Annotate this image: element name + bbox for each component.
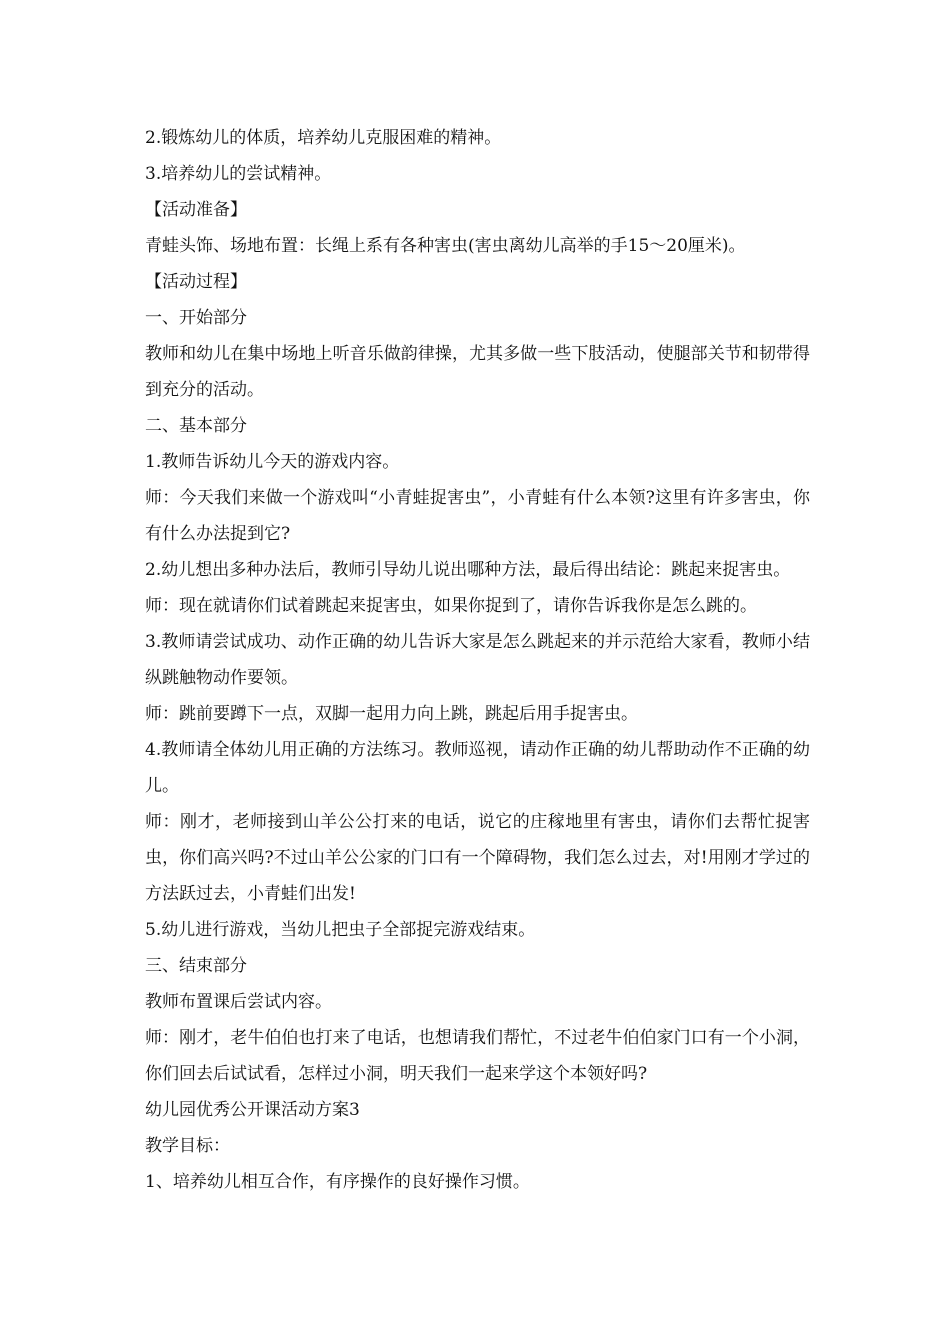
basic-step-1: 1.教师告诉幼儿今天的游戏内容。 bbox=[145, 452, 400, 472]
ending-paragraph: 教师布置课后尝试内容。 bbox=[145, 992, 332, 1012]
basic-step-2: 2.幼儿想出多种办法后，教师引导幼儿说出哪种方法，最后得出结论：跳起来捉害虫。 bbox=[145, 560, 791, 580]
preparation-paragraph: 青蛙头饰、场地布置：长绳上系有各种害虫(害虫离幼儿高举的手15～20厘米)。 bbox=[145, 236, 746, 256]
document-body bbox=[145, 120, 810, 1200]
section-heading-preparation: 【活动准备】 bbox=[145, 200, 247, 220]
teacher-dialogue-5: 师：刚才，老牛伯伯也打来了电话，也想请我们帮忙，不过老牛伯伯家门口有一个小洞，你们回去后试试看，怎样过小洞，明天我们一起来学这个本领好吗? bbox=[145, 1028, 810, 1084]
teacher-dialogue-2: 师：现在就请你们试着跳起来捉害虫，如果你捉到了，请你告诉我你是怎么跳的。 bbox=[145, 596, 757, 616]
section-heading-process: 【活动过程】 bbox=[145, 272, 247, 292]
subheading-basic: 二、基本部分 bbox=[145, 416, 247, 436]
teaching-goals-heading: 教学目标： bbox=[145, 1136, 230, 1156]
subheading-ending: 三、结束部分 bbox=[145, 956, 247, 976]
basic-step-3: 3.教师请尝试成功、动作正确的幼儿告诉大家是怎么跳起来的并示范给大家看，教师小结纵跳触物动作要领。 bbox=[145, 632, 810, 688]
teacher-dialogue-4: 师：刚才，老师接到山羊公公打来的电话，说它的庄稼地里有害虫，请你们去帮忙捉害虫，你们高兴吗?不过山羊公公家的门口有一个障碍物，我们怎么过去，对!用刚才学过的方法跃过去，小青蛙们出发! bbox=[145, 812, 810, 904]
goal-paragraph-3: 3.培养幼儿的尝试精神。 bbox=[145, 164, 332, 184]
basic-step-5: 5.幼儿进行游戏，当幼儿把虫子全部捉完游戏结束。 bbox=[145, 920, 536, 940]
opening-paragraph: 教师和幼儿在集中场地上听音乐做韵律操，尤其多做一些下肢活动，使腿部关节和韧带得到充分的活动。 bbox=[145, 344, 810, 400]
teaching-goal-1: 1、培养幼儿相互合作，有序操作的良好操作习惯。 bbox=[145, 1172, 530, 1192]
basic-step-4: 4.教师请全体幼儿用正确的方法练习。教师巡视，请动作正确的幼儿帮助动作不正确的幼儿。 bbox=[145, 740, 810, 796]
plan-title-3: 幼儿园优秀公开课活动方案3 bbox=[145, 1100, 360, 1120]
goal-paragraph-2: 2.锻炼幼儿的体质，培养幼儿克服困难的精神。 bbox=[145, 128, 502, 148]
subheading-opening: 一、开始部分 bbox=[145, 308, 247, 328]
teacher-dialogue-1: 师：今天我们来做一个游戏叫“小青蛙捉害虫”，小青蛙有什么本领?这里有许多害虫，你有什么办法捉到它? bbox=[145, 488, 810, 544]
teacher-dialogue-3: 师：跳前要蹲下一点，双脚一起用力向上跳，跳起后用手捉害虫。 bbox=[145, 704, 638, 724]
